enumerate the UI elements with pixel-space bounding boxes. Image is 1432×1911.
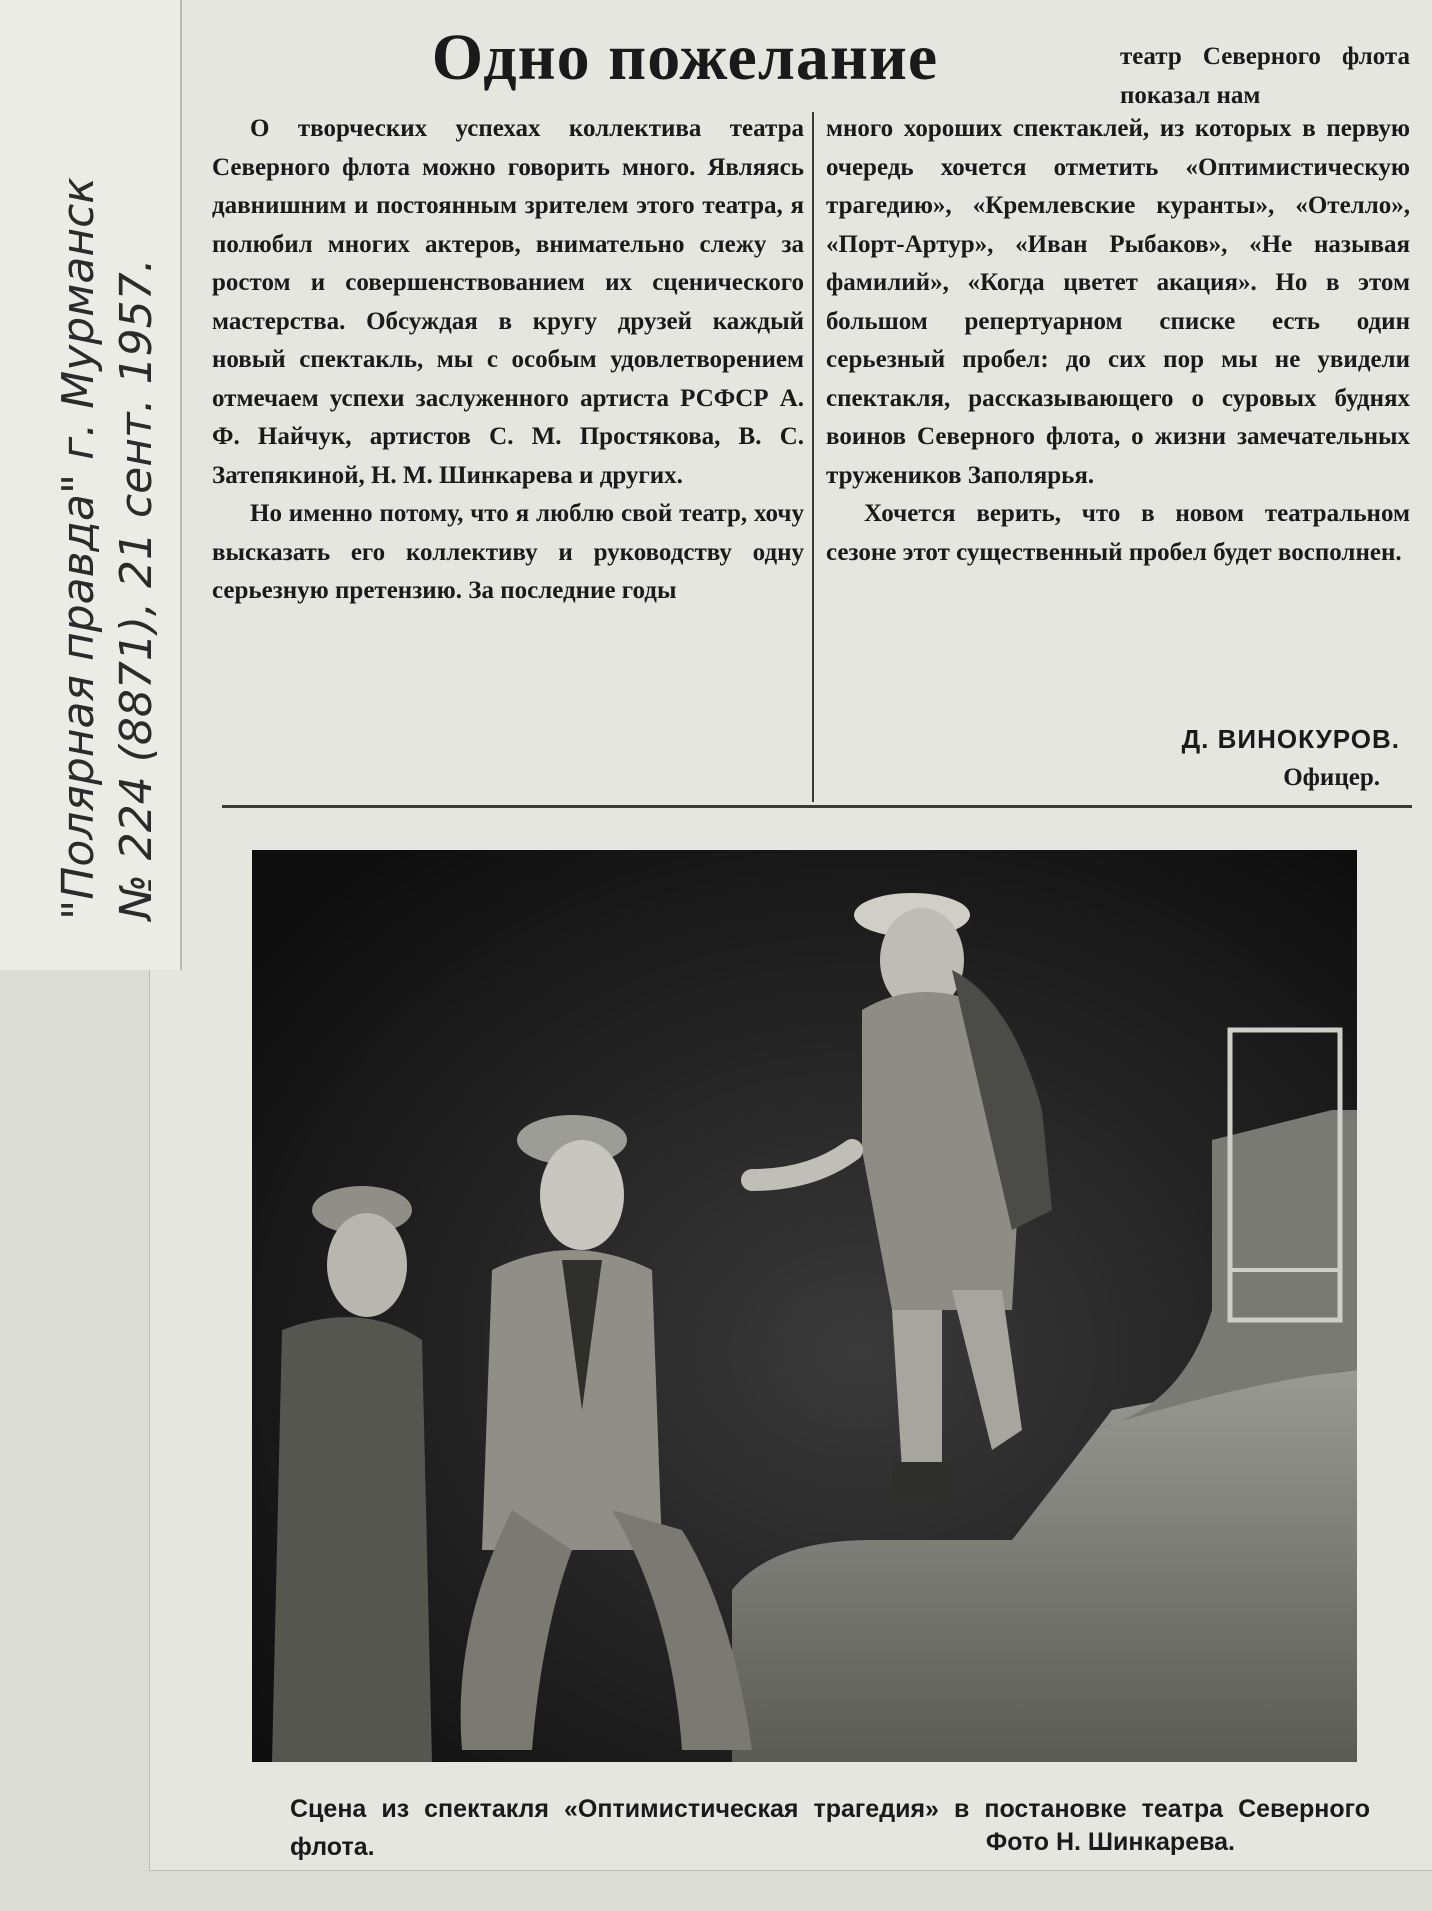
photo-caption: Сцена из спектакля «Оптимистическая трагедия» в постановке театра Северного флота.: [290, 1795, 1370, 1861]
paragraph: театр Северного флота показал нам: [1120, 43, 1410, 109]
stage-photo: [252, 850, 1357, 1762]
paragraph: много хороших спектаклей, из которых в первую очередь хочется отметить «Оптимистическую трагедию», «Кремлевские куранты», «Отелло», «Порт-Артур», «Иван Рыбаков», «Не называя фамилий», «Когда цветет акация». Но в этом большом репертуарном списке есть один серьезный пробел: до сих пор мы не увидели спектакля, рассказывающего о суровых буднях воинов Северного флота, о жизни замечательных тружеников Заполярья.: [826, 115, 1410, 489]
stage-photo-illustration: [252, 850, 1357, 1762]
article-bottom-rule: [222, 805, 1412, 808]
handwritten-source-note: [50, 20, 162, 920]
author-position: Офицер.: [1283, 764, 1380, 791]
paragraph: Но именно потому, что я люблю свой театр, хочу высказать его коллективу и руководству одну серьезную претензию. За последние годы: [212, 500, 804, 604]
article-column-2-top: [1120, 38, 1410, 115]
article-title: Одно пожелание: [431, 21, 939, 94]
photo-credit: Фото Н. Шинкарева.: [985, 1828, 1235, 1856]
paragraph: О творческих успехах коллектива театра Северного флота можно говорить много. Являясь давнишним и постоянным зрителем этого театра, я полюбил многих актеров, внимательно слежу за ростом и совершенствованием их сценического мастерства. Обсуждая в кругу друзей каждый новый спектакль, мы с особым удовлетворением отмечаем успехи заслуженного артиста РСФСР А. Ф. Найчук, артистов С. М. Простякова, В. С. Затепякиной, Н. М. Шинкарева и других.: [212, 115, 804, 489]
article-column-2: [826, 110, 1410, 572]
article-column-1: [212, 110, 804, 611]
author-name: Д. ВИНОКУРОВ.: [1181, 724, 1400, 754]
handwritten-line-1: "Полярная правда" г. Мурманск: [53, 177, 104, 920]
column-divider: [812, 112, 814, 802]
paragraph: Хочется верить, что в новом театральном сезоне этот существенный пробел будет восполнен.: [826, 500, 1410, 566]
handwritten-line-2: № 224 (8871), 21 сент. 1957.: [111, 258, 162, 920]
